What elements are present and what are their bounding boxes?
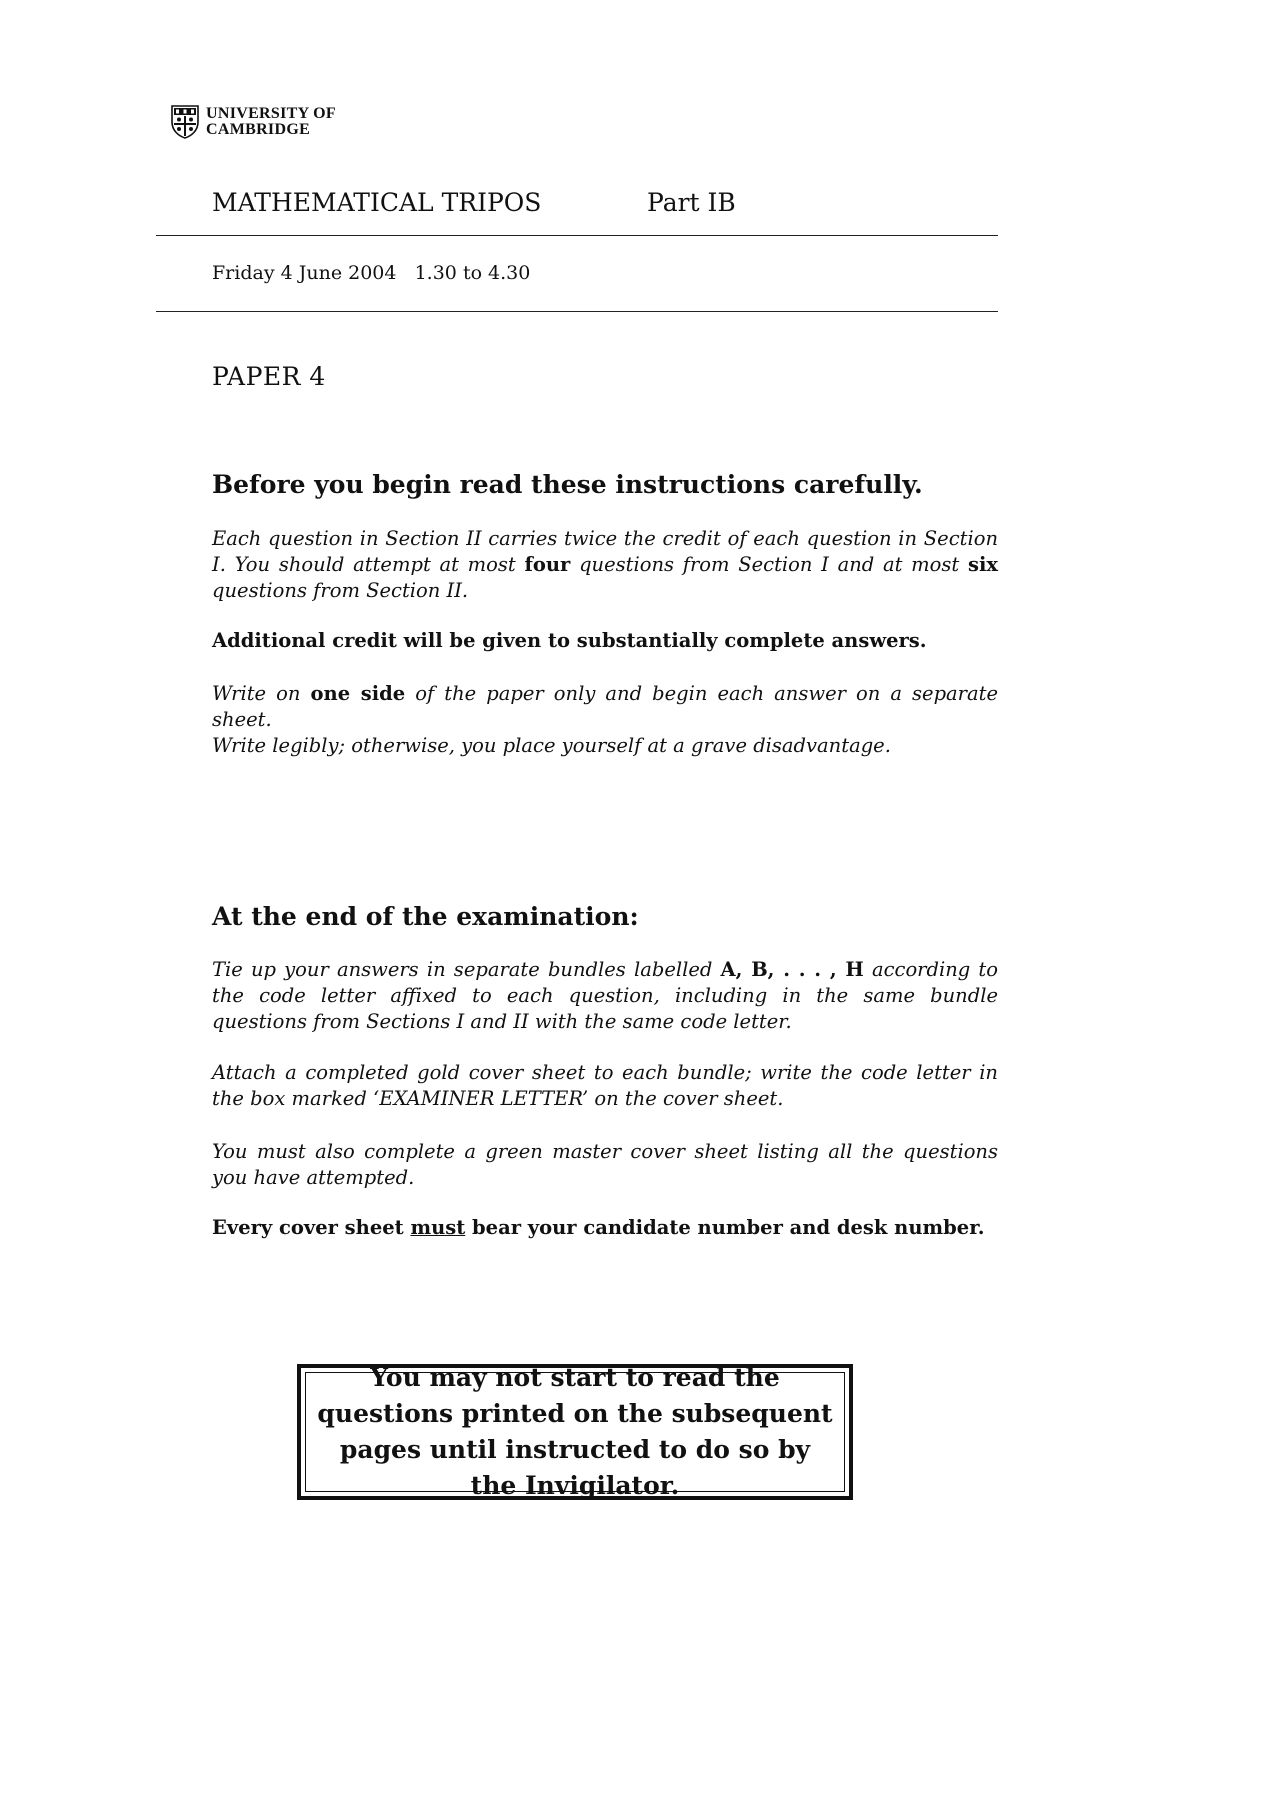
exam-time: 1.30 to 4.30 <box>414 262 531 284</box>
exam-part: Part IB <box>647 188 736 217</box>
end-bundles: Tie up your answers in separate bundles labelled A, B, . . . , H according to the code letter affixed to each question, including in the same bundle questions from Sections I and II with the same code letter. <box>212 958 998 1033</box>
university-name-line2: CAMBRIDGE <box>206 121 311 138</box>
instruction-credit: Each question in Section II carries twice the credit of each question in Section I. You should attempt at most four questions from Section I and at most six questions from Section II. <box>212 527 998 602</box>
invigilator-notice-text: You may not start to read the questions printed on the subsequent pages until instructed to do so by the Invigilator. <box>317 1363 833 1500</box>
invigilator-notice-inner <box>305 1363 845 1500</box>
exam-date: Friday 4 June 2004 <box>212 262 397 284</box>
top-divider <box>156 235 998 236</box>
invigilator-notice-box <box>297 1364 853 1500</box>
paper-number: PAPER 4 <box>212 362 326 391</box>
university-name-line1: UNIVERSITY OF <box>206 105 336 122</box>
end-green-cover: You must also complete a green master cover sheet listing all the questions you have attempted. <box>212 1140 998 1189</box>
end-gold-cover: Attach a completed gold cover sheet to each bundle; write the code letter in the box marked ‘EXAMINER LETTER’ on the cover sheet. <box>212 1061 998 1110</box>
instructions-heading: Before you begin read these instructions carefully. <box>212 470 923 499</box>
instruction-legibly: Write legibly; otherwise, you place yourself at a grave disadvantage. <box>212 734 891 757</box>
exam-date-time <box>212 262 530 284</box>
university-name <box>206 106 336 138</box>
end-candidate-number: Every cover sheet must bear your candidate number and desk number. <box>212 1216 985 1239</box>
university-logo <box>170 104 336 140</box>
exam-title: MATHEMATICAL TRIPOS <box>212 188 542 217</box>
instruction-one-side: Write on one side of the paper only and begin each answer on a separate sheet. <box>212 682 999 731</box>
end-heading: At the end of the examination: <box>212 902 639 931</box>
university-crest-icon <box>170 104 200 140</box>
bottom-divider <box>156 311 998 312</box>
instruction-additional-credit: Additional credit will be given to substantially complete answers. <box>212 629 927 652</box>
